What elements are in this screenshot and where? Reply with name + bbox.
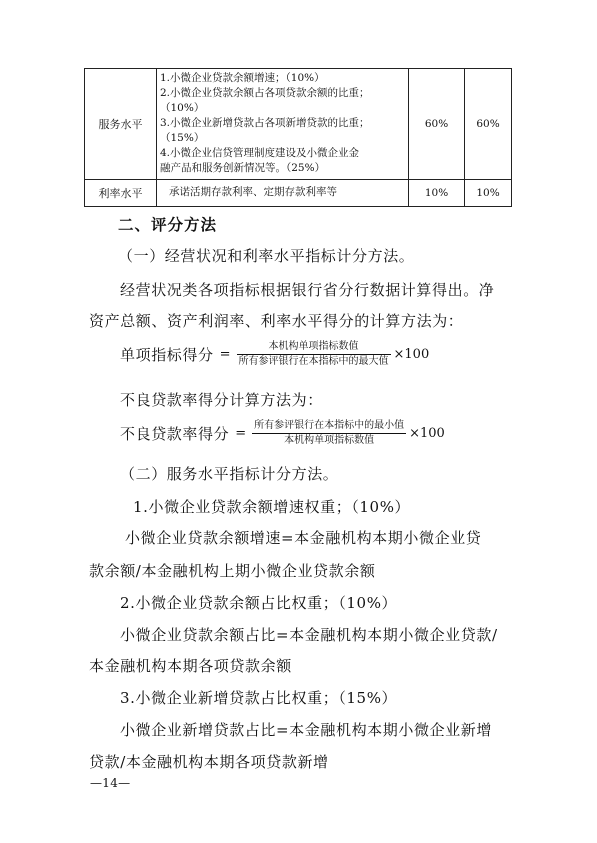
weight-cell: 60% xyxy=(409,69,465,180)
page-number: —14— xyxy=(90,776,131,790)
score-formula-single-indicator xyxy=(120,341,429,368)
paragraph-line: 经营状况类各项指标根据银行省分行数据计算得出。净 xyxy=(120,281,495,299)
fraction-numerator: 所有参评银行在本指标中的最小值 xyxy=(254,420,405,431)
item-title: 3.小微企业新增贷款占比权重；（15%） xyxy=(120,689,398,707)
paragraph-line: 本金融机构本期各项贷款余额 xyxy=(89,657,292,675)
fraction-denominator: 本机构单项指标数值 xyxy=(284,435,375,446)
table-row-interest-rate-level xyxy=(85,180,512,207)
fraction-denominator: 所有参评银行在本指标中的最大值 xyxy=(238,356,389,367)
equals-sign: = xyxy=(235,426,247,441)
description-line: 融产品和服务创新情况等。（25%） xyxy=(160,162,326,174)
indicator-name-cell: 服务水平 xyxy=(85,69,157,180)
fraction-numerator: 本机构单项指标数值 xyxy=(268,341,359,352)
indicator-description-cell: 承诺活期存款利率、定期存款利率等 xyxy=(157,180,409,207)
formula-fraction xyxy=(252,420,406,447)
item-title: 2.小微企业贷款余额占比权重；（10%） xyxy=(120,594,398,612)
equals-sign: = xyxy=(219,347,231,362)
section-heading: 二、评分方法 xyxy=(118,216,218,234)
indicator-description-cell xyxy=(157,69,409,180)
description-line: 1.小微企业贷款余额增速；（10%） xyxy=(160,72,325,84)
paragraph-line: 款余额/本金融机构上期小微企业贷款余额 xyxy=(89,562,376,580)
subsection-heading: （一）经营状况和利率水平指标计分方法。 xyxy=(118,247,415,265)
paragraph-line: 不良贷款率得分计算方法为： xyxy=(120,391,323,409)
paragraph-line: 小微企业新增贷款占比=本金融机构本期小微企业新增 xyxy=(120,721,492,739)
description-line: （10%） xyxy=(160,102,205,114)
formula-multiplier: ×100 xyxy=(393,347,430,362)
item-title: 1.小微企业贷款余额增速权重；（10%） xyxy=(133,498,411,516)
formula-fraction xyxy=(237,341,391,368)
weight-cell: 10% xyxy=(409,180,465,207)
formula-lhs: 单项指标得分 xyxy=(120,346,214,364)
formula-lhs: 不良贷款率得分 xyxy=(120,425,230,443)
paragraph-line: 资产总额、资产利润率、利率水平得分的计算方法为： xyxy=(89,312,464,330)
paragraph-line: 小微企业贷款余额增速=本金融机构本期小微企业贷 xyxy=(125,529,482,547)
weight-cell: 10% xyxy=(465,180,512,207)
score-formula-npl-ratio xyxy=(120,420,445,447)
description-line: 3.小微企业新增贷款占各项新增贷款的比重； xyxy=(160,117,370,129)
weight-cell: 60% xyxy=(465,69,512,180)
formula-multiplier: ×100 xyxy=(409,426,445,441)
description-line: 4.小微企业信贷管理制度建设及小微企业金 xyxy=(160,147,360,159)
description-line: 2.小微企业贷款余额占各项贷款余额的比重； xyxy=(160,87,370,99)
scoring-table xyxy=(84,68,512,207)
subsection-heading: （二）服务水平指标计分方法。 xyxy=(120,465,339,483)
table-row-service-level xyxy=(85,69,512,180)
paragraph-line: 贷款/本金融机构本期各项贷款新增 xyxy=(89,753,329,771)
description-line: （15%） xyxy=(160,132,205,144)
paragraph-line: 小微企业贷款余额占比=本金融机构本期小微企业贷款/ xyxy=(120,626,498,644)
indicator-name-cell: 利率水平 xyxy=(85,180,157,207)
